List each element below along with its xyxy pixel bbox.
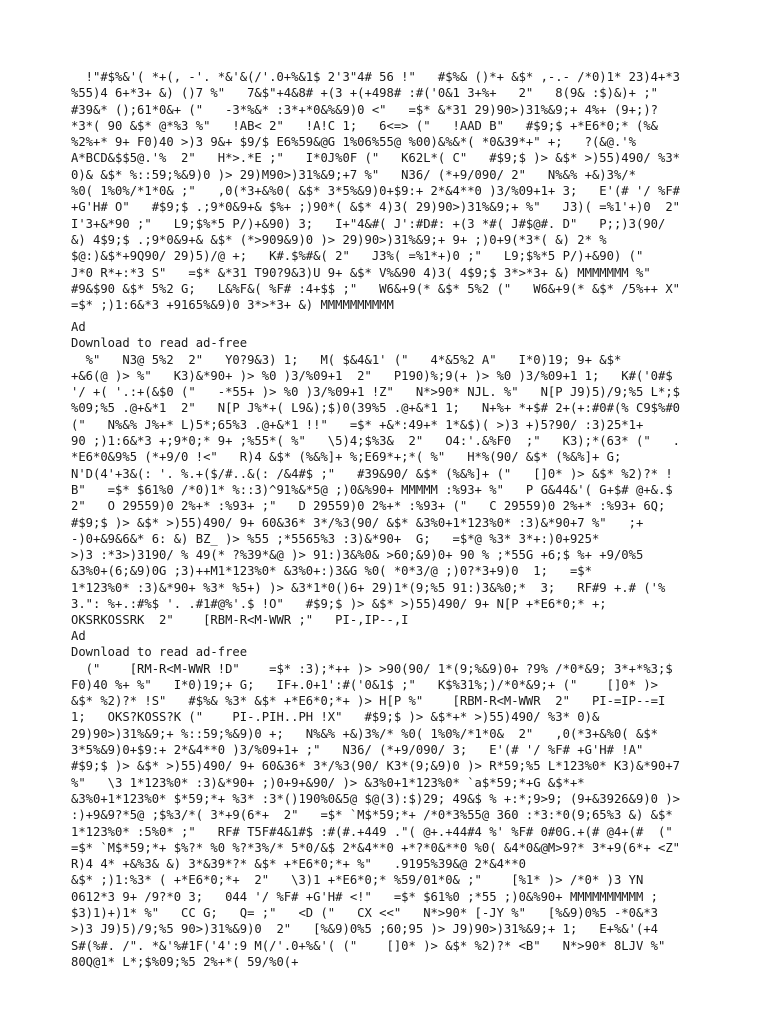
text-line: 3*5%&9)0+$9:+ 2*&4**0 )3/%09+1+ ;" N36/ (*+9/090/ 3; E'(# '/ %F# +G'H# !A": [71, 743, 644, 758]
text-line: 0)& &$* %::59;%&9)0 )> 29)M90>)31%&9;+7 %" N36/ (*+9/090/ 2" N%&% +&)3%/*: [71, 167, 636, 182]
text-line: 1; OKS?KOSS?K (" PI-.PIH..PH !X" #$9;$ )> &$*+* >)55)490/ %3* 0)&: [71, 710, 600, 725]
text-line: I'3+&*90 ;" L9;$%*5 P/)+&90) 3; I+"4&#( J':#D#: +(3 *#( J#$@#. D" P;;)3(90/: [71, 216, 666, 231]
text-line: 90 ;)1:6&*3 +;9*0;* 9+ ;%55*( %" \5)4;$%3& 2" O4:'.&%F0 ;" K3);*(63* (" .: [71, 434, 681, 449]
text-line: 1*123%0* :5%0* ;" RF# T5F#4&1#$ :#(#.+449 ."( @+.+44#4 %' %F# 0#0G.+(# @4+(# (": [71, 824, 673, 839]
download-ad-free-link[interactable]: Download to read ad-free: [71, 645, 248, 660]
text-line: *E6*0&9%5 (*+9/0 !<" R)4 &$* (%&%]+ %;E69*+;*( %" H*%(90/ &$* (%&%]+ G;: [71, 450, 622, 465]
ad-label: Ad: [71, 320, 86, 334]
text-line: !"#$%&'( *+(, -'. *&'&(/'.0+%&1$ 2'3"4# 56 !" #$%& ()*+ &$* ,-.- /*0)1* 23)4+*3: [71, 70, 681, 84]
text-line: $@:)&$*+9Q90/ 29)5)/@ +; K#.$%#&( 2" J3%( =%1*+)0 ;" L9;$%*5 P/)+&90) (": [71, 249, 644, 264]
text-line: %" \3 1*123%0* :3)&*90+ ;)0+9+&90/ )> &3%0+1*123%0* `a$*59;*+G &$*+*: [71, 775, 585, 790]
text-line: >)3 J9)5)/9;%5 90>)31%&9)0 2" [%&9)0%5 ;60;95 )> J9)90>)31%&9;+ 1; E+%&'(+4: [71, 922, 658, 937]
text-line: (" N%&% J%+* L)5*;65%3 .@+&*1 !!" =$* +&*:49+* 1*&$)( >)3 +)5?90/ :3)25*1+: [71, 417, 644, 432]
ad-label: Ad: [71, 629, 86, 643]
text-line: &3%0+1*123%0* $*59;*+ %3* :3*()190%0&5@ $@(3):$)29; 49&$ % +:*;9>9; (9+&3926&9)0 )>: [71, 791, 681, 806]
download-ad-free-link[interactable]: Download to read ad-free: [71, 336, 248, 351]
text-line: $3)1)+)1* %" CC G; Q= ;" <D (" CX <<" N*>90* [-JY %" [%&9)0%5 -*0&*3: [71, 906, 658, 921]
text-line: OKSRKOSSRK 2" [RBM-R<M-WWR ;" PI-,IP--,I: [71, 613, 409, 628]
text-block-3: [71, 628, 761, 970]
text-line: R)4 4* +&%3& &) 3*&39*?* &$* +*E6*0;*+ %" .9195%39&@ 2*&4**0: [71, 857, 526, 872]
text-line: #$9;$ )> &$* >)55)490/ 9+ 60&36* 3*/%3(90/ K3*(9;&9)0 )> R*59;%5 L*123%0* K3)&*90+7: [71, 759, 681, 774]
text-line: %" N3@ 5%2 2" Y0?9&3) 1; M( $&4&1' (" 4*&5%2 A" I*0)19; 9+ &$*: [71, 352, 622, 367]
text-line: :)+9&9?*5@ ;$%3/*( 3*+9(6*+ 2" =$* `M$*59;*+ /*0*3%55@ 360 :*3:*0(9;65%3 &) &$*: [71, 808, 673, 823]
text-line: +G'H# O" #$9;$ .;9*0&9+& $%+ ;)90*( &$* 4)3( 29)90>)31%&9;+ %" J3)( =%1'+)0 2": [71, 200, 681, 215]
text-line: #9&$90 &$* 5%2 G; L&%F&( %F# :4+$$ ;" W6&+9(* &$* 5%2 (" W6&+9(* &$* /5%++ X": [71, 281, 681, 296]
text-line: &$* ;)1:%3* ( +*E6*0;*+ 2" \3)1 +*E6*0;* %59/01*0& ;" [%1* )> /*0* )3 YN: [71, 873, 644, 888]
text-line: &3%0+(6;&9)0G ;3)++M1*123%0* &3%0+:)3&G %0( *0*3/@ ;)0?*3+9)0 1; =$*: [71, 564, 592, 579]
text-line: 0612*3 9+ /9?*0 3; 044 '/ %F# +G'H# <!" =$* $61%0 ;*55 ;)0&%90+ MMMMMMMMMM ;: [71, 889, 658, 904]
text-line: (" [RM-R<M-WWR !D" =$* :3);*++ )> >90(90/ 1*(9;%&9)0+ ?9% /*0*&9; 3*+*%3;$: [71, 661, 673, 676]
text-line: A*BCD&$$5@.'% 2" H*>.*E ;" I*0J%0F (" K62L*( C" #$9;$ )> &$* >)55)490/ %3*: [71, 151, 681, 166]
text-line: &$* %2)?* !S" #$%& %3* &$* +*E6*0;*+ )> H[P %" [RBM-R<M-WWR 2" PI-=IP--=I: [71, 694, 666, 709]
text-line: F0)40 %+ %" I*0)19;+ G; IF+.0+1':#('0&1$ ;" K$%31%;)/*0*&9;+ (" []0* )>: [71, 677, 658, 692]
text-line: %2%+* 9+ F0)40 >)3 9&+ $9/$ E6%59&@G 1%06%55@ %00)&%&*( *0&39*+" +; ?(&@.'%: [71, 135, 636, 150]
text-line: 2" O 29559)0 2%+* :%93+ ;" D 29559)0 2%+* :%93+ (" C 29559)0 2%+* :%93+ 6Q;: [71, 499, 666, 514]
text-line: 1*123%0* :3)&*90+ %3* %5+) )> &3*1*0()6+ 29)1*(9;%5 91:)3&%0;* 3; RF#9 +.# ('%: [71, 580, 666, 595]
text-line: %55)4 6+*3+ &) ()7 %" 7&$"+4&8# +(3 +(+498# :#('0&1 3+%+ 2" 8(9& :$)&)+ ;": [71, 86, 658, 101]
text-block-1: [71, 69, 761, 313]
text-line: N'D(4'+3&(: '. %.+($/#..&(: /&4#$ ;" #39&90/ &$* (%&%]+ (" []0* )> &$* %2)?* !: [71, 466, 673, 481]
text-line: J*0 R*+:*3 S" =$* &*31 T90?9&3)U 9+ &$* V%&90 4)3( 4$9;$ 3*>*3+ &) MMMMMMM %": [71, 265, 651, 280]
text-line: +&6(@ )> %" K3)&*90+ )> %0 )3/%09+1 2" P190)%;9(+ )> %0 )3/%09+1 1; K#('0#$: [71, 368, 673, 383]
text-line: S#(%#. /". *&'%#1F('4':9 M(/'.0+%&'( (" []0* )> &$* %2)?* <B" N*>90* 8LJV %": [71, 938, 666, 953]
text-line: 3.": %+.:#%$ '. .#1#@%'.$ !O" #$9;$ )> &$* >)55)490/ 9+ N[P +*E6*0;* +;: [71, 597, 607, 612]
text-line: >)3 :*3>)3190/ % 49(* ?%39*&@ )> 91:)3&%0& >60;&9)0+ 90 % ;*55G +6;$ %+ +9/0%5: [71, 548, 644, 563]
text-line: *3*( 90 &$* @*%3 %" !AB< 2" !A!C 1; 6<=> (" !AAD B" #$9;$ +*E6*0;* (%&: [71, 118, 658, 133]
text-line: #39&* ();61*0&+ (" -3*%&* :3*+*0&%&9)0 <" =$* &*31 29)90>)31%&9;+ 4%+ (9+;)?: [71, 102, 658, 117]
text-line: =$* ;)1:6&*3 +9165%&9)0 3*>*3+ &) MMMMMMMMMM: [71, 298, 394, 313]
text-line: =$* `M$*59;*+ $%?* %0 %?*3%/* 5*0/&$ 2*&4**0 +*?*0&**0 %0( &4*0&@M>9?* 3*+9(6*+ <Z": [71, 840, 681, 855]
text-line: &) 4$9;$ .;9*0&9+& &$* (*>909&9)0 )> 29)90>)31%&9;+ 9+ ;)0+9(*3*( &) 2* %: [71, 232, 607, 247]
text-line: %0( 1%0%/*1*0& ;" ,0(*3+&%0( &$* 3*5%&9)0+$9:+ 2*&4**0 )3/%09+1+ 3; E'(# '/ %F#: [71, 184, 681, 199]
text-block-2: [71, 319, 761, 629]
text-line: -)0+&9&6&* 6: &) BZ_ )> %55 ;*5565%3 :3)&*90+ G; =$*@ %3* 3*+:)0+925*: [71, 531, 600, 546]
text-line: 29)90>)31%&9;+ %::59;%&9)0 +; N%&% +&)3%/* %0( 1%0%/*1*0& 2" ,0(*3+&%0( &$*: [71, 726, 658, 741]
text-line: B" =$* $61%0 /*0)1* %::3)^91%&*5@ ;)0&%90+ MMMMM :%93+ %" P G&44&'( G+$# @+&.$: [71, 482, 673, 497]
text-line: 80Q@1* L*;$%09;%5 2%+*( 59/%0(+: [71, 954, 299, 969]
text-line: #$9;$ )> &$* >)55)490/ 9+ 60&36* 3*/%3(90/ &$* &3%0+1*123%0* :3)&*90+7 %" ;+: [71, 515, 644, 530]
text-line: %09;%5 .@+&*1 2" N[P J%*+( L9&);$)0(39%5 .@+&*1 1; N+%+ *+$# 2+(+:#0#(% C9$%#0: [71, 401, 681, 416]
text-line: '/ +( '.:+(&$0 (" -*55+ )> %0 )3/%09+1 !Z" N*>90* NJL. %" N[P J9)5)/9;%5 L*;$: [71, 385, 681, 400]
